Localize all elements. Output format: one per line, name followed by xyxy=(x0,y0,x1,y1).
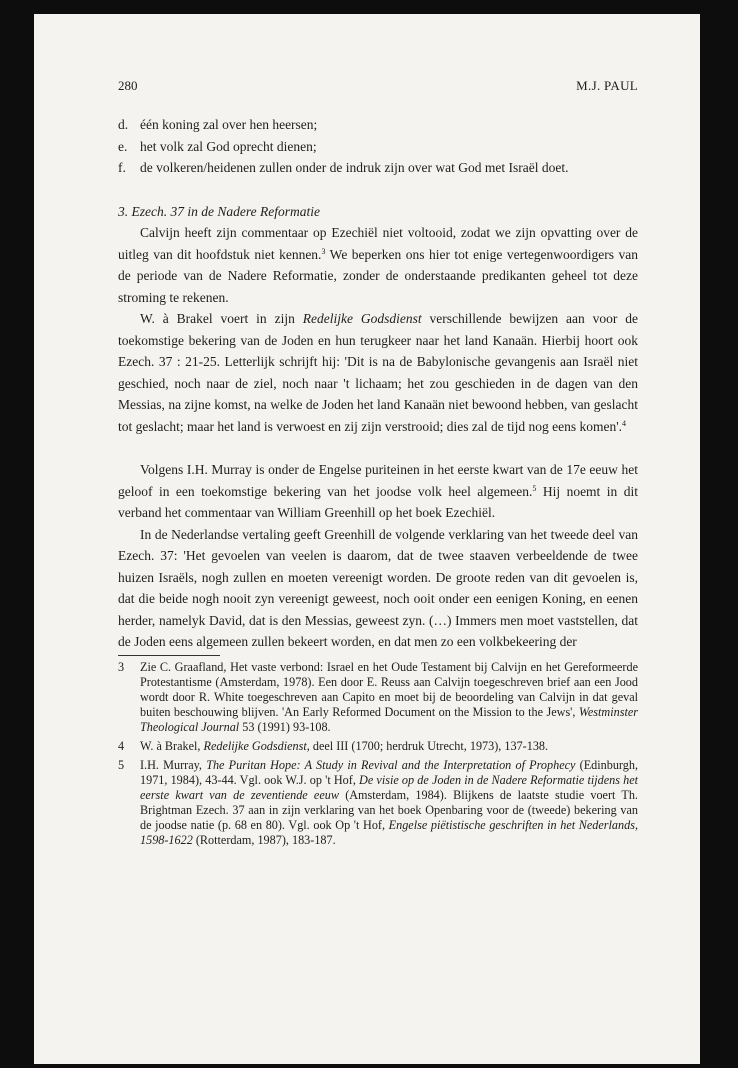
footnote-text-part: I.H. Murray, xyxy=(140,757,207,772)
footnote-text-part: W. à Brakel, xyxy=(140,738,204,753)
footnote-number: 4 xyxy=(118,738,125,753)
footnote-book-title: Redelijke Godsdienst, xyxy=(203,738,310,753)
page-number: 280 xyxy=(118,78,138,93)
footnote-text xyxy=(140,739,638,754)
footnote-book-title: De visie op de Joden in de Nadere Reformatie tijdens het eerste kwart van de zeventiende eeuw xyxy=(140,772,638,802)
paragraph-brakel xyxy=(118,308,638,437)
paragraph-gap xyxy=(118,437,638,459)
list-item-text: het volk zal God oprecht dienen; xyxy=(140,138,317,154)
footnote-number: 3 xyxy=(118,659,125,674)
list-item-label: e. xyxy=(118,138,128,154)
body-text xyxy=(118,114,638,653)
section-heading: 3. Ezech. 37 in de Nadere Reformatie xyxy=(118,203,320,219)
scan-border-left xyxy=(0,0,34,1068)
footnote xyxy=(118,660,638,735)
footnote-ref[interactable]: 3 xyxy=(321,246,326,256)
paragraph-text: verschillende bewijzen aan voor de toekomstige bekering van de Joden en hun terugkeer naar het land Kanaän. Hierbij hoort ook Ezech. 37 : 21-25. Letterlijk schrijft hij: 'Dit is na de Babylonische gevangenis aan Israël niet geschied, noch naar de ziel, noch naar 't lichaam; het zou geschieden in de dagen van den Messias, na zijne komst, na welke de Joden het land Kanaän niet bewoond hebben, van geslacht tot geslacht; maar het land is verwoest en zij zijn verstrooid; dies zal de tijd nog eens komen'. xyxy=(118,311,639,434)
footnotes xyxy=(118,660,638,848)
list-item xyxy=(118,157,638,179)
list-item xyxy=(118,136,638,158)
paragraph-text: W. à Brakel voert in zijn xyxy=(140,311,303,326)
footnote-journal-title: Westminster Theological Journal xyxy=(140,704,638,734)
book-title: Redelijke Godsdienst xyxy=(302,311,422,326)
footnote-text-part: deel III (1700; herdruk Utrecht, 1973), 137-138. xyxy=(309,738,549,753)
footnote-ref[interactable]: 4 xyxy=(622,418,627,428)
footnote-text-part: (Rotterdam, 1987), 183-187. xyxy=(192,832,336,847)
paragraph-text: Calvijn heeft zijn commentaar op Ezechiël niet voltooid, zodat we zijn opvatting over de uitleg van dit hoofdstuk niet kennen. xyxy=(118,225,638,262)
paragraph-text: Volgens I.H. Murray is onder de Engelse puriteinen in het eerste kwart van de 17e eeuw het geloof in een toekomstige bekering van het joodse volk heel algemeen. xyxy=(118,462,638,499)
book-page xyxy=(118,78,638,852)
footnote xyxy=(118,739,638,754)
footnote-text-part: 53 (1991) 93-108. xyxy=(239,719,331,734)
running-author: M.J. PAUL xyxy=(576,78,638,93)
paragraph-calvijn xyxy=(118,222,638,308)
list-item-text: de volkeren/heidenen zullen onder de indruk zijn over wat God met Israël doet. xyxy=(140,160,569,175)
footnote-ref[interactable]: 5 xyxy=(532,483,537,493)
scan-border-right xyxy=(700,0,738,1068)
scan-border-bottom xyxy=(0,1064,738,1068)
paragraph-murray xyxy=(118,459,638,524)
list-item xyxy=(118,114,638,136)
list-item-text: één koning zal over hen heersen; xyxy=(140,117,318,132)
paragraph-greenhill xyxy=(118,524,638,653)
footnote-text xyxy=(140,758,638,848)
footnote xyxy=(118,758,638,848)
footnote-divider xyxy=(118,655,220,656)
footnote-text-part: (Amsterdam, 1984). Blijkens de laatste studie voert Th. Brightman Ezech. 37 aan in zijn verklaring van het boek Openbaring voor de (tweede) bekering van de joodse natie (p. 68 en 80). Vgl. ook Op 't Hof, xyxy=(140,787,638,832)
scan-border-top xyxy=(0,0,738,14)
list-item-label: d. xyxy=(118,117,129,132)
paragraph-text: We beperken ons hier tot enige vertegenwoordigers van de periode van de Nadere Reformatie, zonder de onderstaande predikanten geheel tot deze stroming te rekenen. xyxy=(118,246,638,305)
footnote-book-title: Engelse piëtistische geschriften in het Nederlands, 1598-1622 xyxy=(140,817,638,847)
footnote-text-part: (Edinburgh, 1971, 1984), 43-44. Vgl. ook W.J. op 't Hof, xyxy=(140,757,638,787)
paragraph-text: Hij noemt in dit verband het commentaar van William Greenhill op het boek Ezechiël. xyxy=(118,483,638,520)
footnote-text-part: Zie C. Graafland, Het vaste verbond: Israel en het Oude Testament bij Calvijn en het Gereformeerde Protestantisme (Amsterdam, 1978). Een door E. Reuss aan Calvijn toegeschreven brief aan een Jood wordt door R. White toegeschreven aan Capito en moet bij de beoordeling van Calvijn in dat geval buiten beschouwing blijven. 'An Early Reformed Document on the Mission to the Jews', xyxy=(140,659,638,719)
footnote-book-title: The Puritan Hope: A Study in Revival and the Interpretation of Prophecy xyxy=(206,757,576,772)
running-head xyxy=(118,78,638,100)
footnote-text xyxy=(140,660,638,735)
footnote-number: 5 xyxy=(118,757,125,772)
list-item-label: f. xyxy=(118,160,126,175)
paragraph-text: In de Nederlandse vertaling geeft Greenhill de volgende verklaring van het tweede deel van Ezech. 37: 'Het gevoelen van veelen is daarom, dat de twee staaven verbeeldende de twee huizen Israëls, nogh zullen en moeten vereenigt worden. De groote reden van dit gevoelen is, dat die beide nogh nooit zyn vereenigt geweest, noch ooit onder een eenigen Koning, en eenen herder, namelyk David, dat is den Messias, geweest zyn. (…) Immers men moet vaststellen, dat de Joden eens algemeen zullen bekeert worden, en dat men zo een volkbekeering der xyxy=(118,526,638,649)
